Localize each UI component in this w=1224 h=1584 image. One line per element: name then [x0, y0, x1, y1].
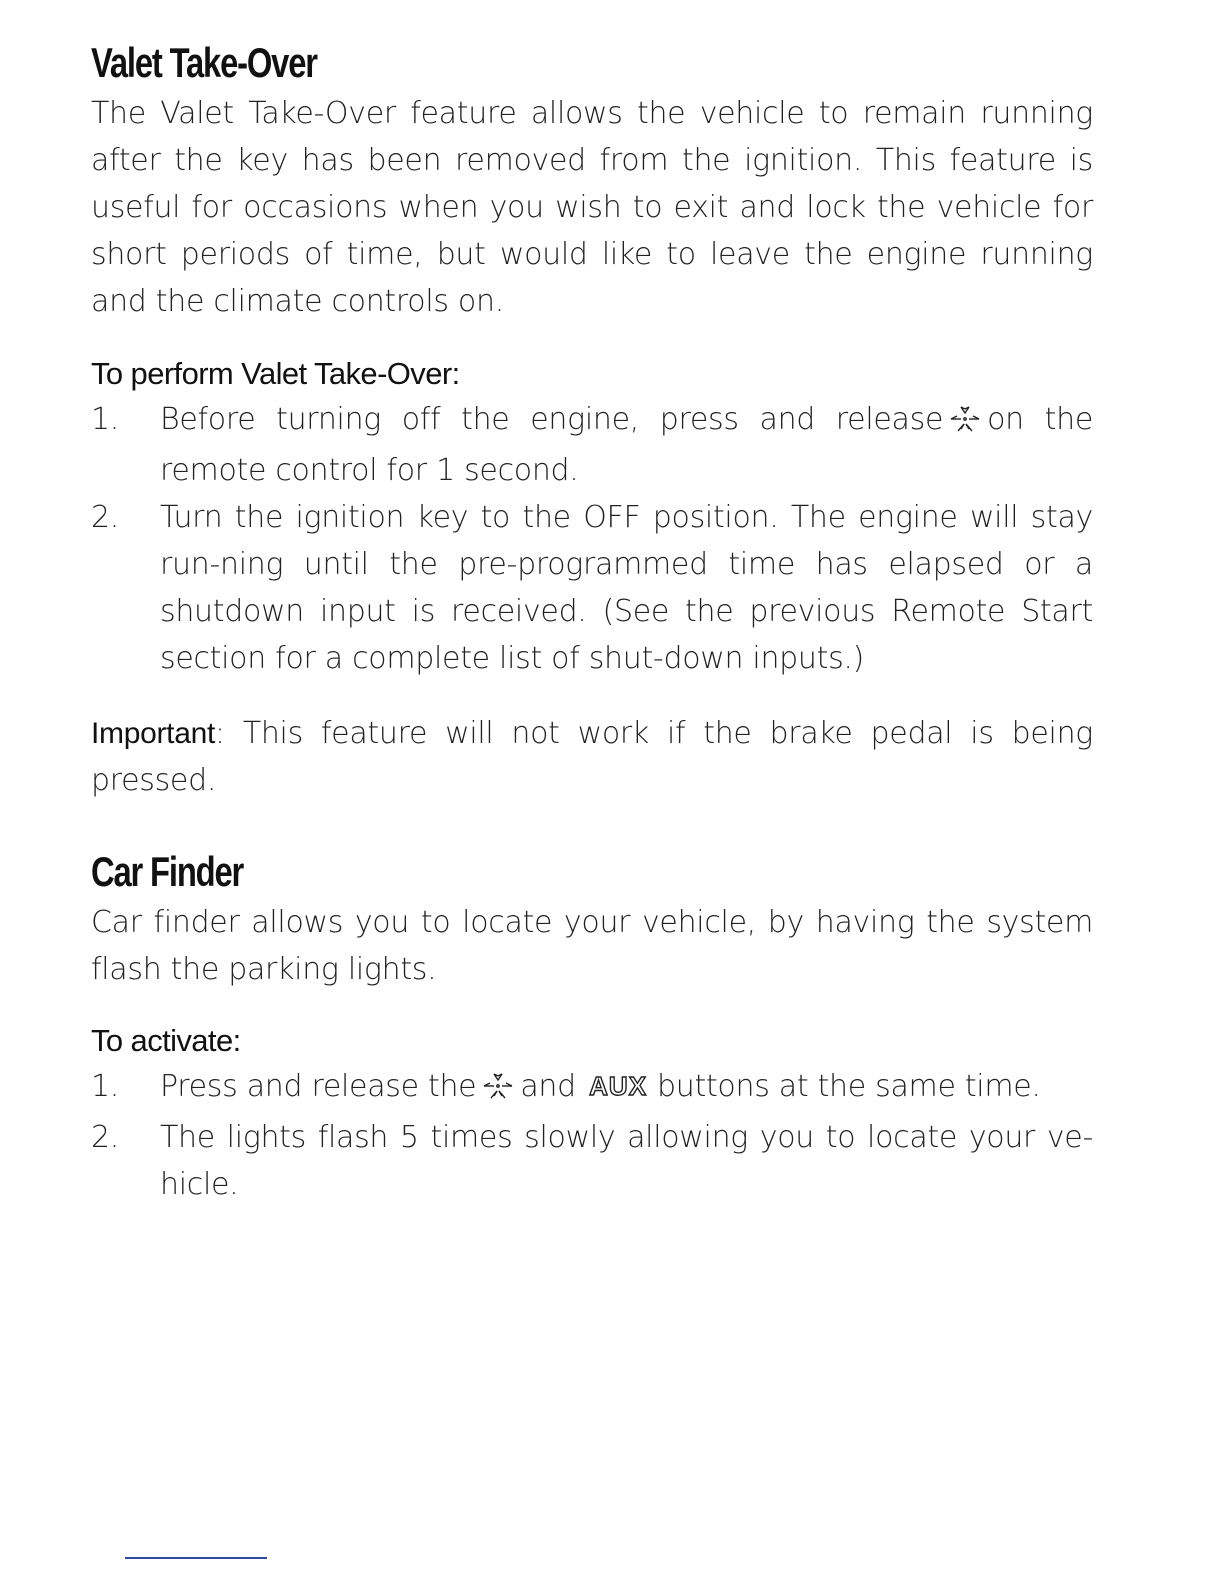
remote-start-fan-icon [947, 400, 983, 447]
step-number: 2. [91, 1120, 120, 1155]
car-finder-intro: Car finder allows you to locate your vehicle, by having the system flash the parking lights. [91, 905, 1093, 987]
valet-important-note [91, 710, 1093, 804]
step-number: 1. [91, 1069, 120, 1104]
step-text-after: buttons at the same time. [657, 1069, 1041, 1104]
car-finder-title: Car Finder [91, 848, 244, 895]
valet-takeover-title: Valet Take-Over [91, 39, 317, 86]
step-text: Turn the ignition key to the OFF position. The engine will stay run-ning until the pre-programmed time has elapsed or a shutdown input is received. (See the previous Remote Start section for a complete list of shut-down inputs.) [160, 500, 1093, 676]
step-number: 1. [91, 402, 120, 437]
valet-step-2 [91, 494, 1093, 682]
manual-page [91, 36, 1093, 1208]
car-finder-step-1 [91, 1063, 1093, 1114]
car-finder-activate-heading: To activate: [91, 1023, 241, 1058]
remote-start-fan-icon [480, 1067, 516, 1114]
footer-rule [125, 1557, 267, 1559]
important-text: : This feature will not work if the brake pedal is being pressed. [91, 716, 1093, 798]
car-finder-step-2 [91, 1114, 1093, 1208]
important-label: Important [91, 717, 216, 750]
valet-takeover-intro: The Valet Take-Over feature allows the vehicle to remain running after the key has been removed from the ignition. This feature is useful for occasions when you wish to exit and lock the vehicle for short periods of time, but would like to leave the engine running and the climate controls on. [91, 96, 1093, 319]
valet-step-1 [91, 396, 1093, 494]
aux-button-label: AUX [589, 1071, 648, 1101]
step-text-after: on the remote control for 1 second. [160, 402, 1093, 488]
step-text-before: Press and release the [160, 1069, 477, 1104]
step-text-before: Before turning off the engine, press and release [160, 402, 944, 437]
valet-steps-list [91, 396, 1093, 682]
valet-perform-heading: To perform Valet Take-Over: [91, 356, 460, 391]
step-number: 2. [91, 500, 120, 535]
step-text: The lights flash 5 times slowly allowing you to locate your ve-hicle. [160, 1120, 1093, 1202]
car-finder-steps-list [91, 1063, 1093, 1208]
step-text-middle: and [520, 1069, 576, 1104]
